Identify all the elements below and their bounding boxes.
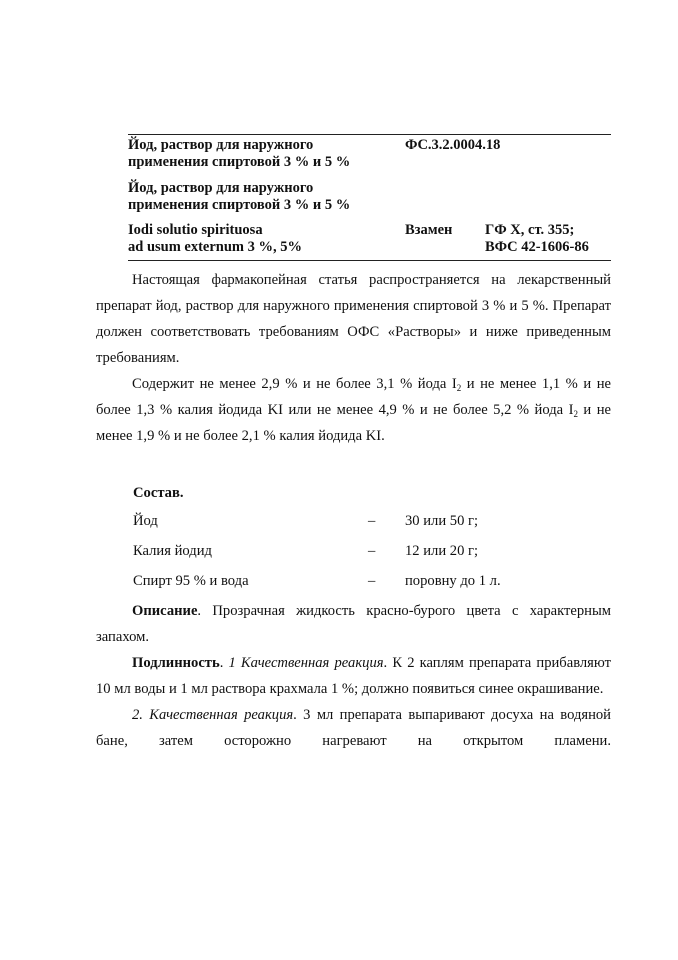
content-paragraph: [96, 371, 611, 449]
title-ru-1-line2: применения спиртовой 3 % и 5 %: [128, 154, 351, 170]
fs-number: ФС.3.2.0004.18: [405, 137, 501, 153]
title-ru-2-line1: Йод, раствор для наружного: [128, 180, 314, 196]
composition-item-amount: 30 или 50 г;: [405, 513, 479, 529]
replaces-ref-2: ВФС 42-1606-86: [485, 239, 589, 255]
sections-block: [96, 598, 611, 754]
identity-label: Подлинность: [132, 655, 220, 671]
test2-title: 2. Качественная реакция: [132, 707, 294, 723]
title-latin: [128, 222, 302, 256]
replaces-label: Взамен: [405, 222, 453, 238]
replaces-ref-1: ГФ Х, ст. 355;: [485, 222, 575, 238]
test1-text: . К 2 каплям препарата прибавляют 10 мл воды и 1 мл раствора крахмала 1 %; должно появиться синее окрашивание.: [96, 655, 611, 697]
title-latin-line2: ad usum externum 3 %, 5%: [128, 239, 303, 255]
composition-row: [133, 536, 613, 566]
description-label: Описание: [132, 603, 198, 619]
composition-row: [133, 506, 613, 536]
content-sub-1: 2: [456, 383, 462, 393]
composition-dash: –: [368, 573, 376, 589]
header-bottom-rule: [128, 260, 611, 261]
intro-paragraph: Настоящая фармакопейная статья распространяется на лекарственный препарат йод, раствор для наружного применения спиртовой 3 % и 5 %. Препарат должен соответствовать требованиям ОФС «Растворы» и ниже приведенным требованиям.: [96, 272, 611, 366]
content-text-1: Содержит не менее 2,9 % и не более 3,1 % йода I: [132, 376, 457, 392]
identity-paragraph: [96, 650, 611, 702]
composition: [133, 478, 613, 596]
composition-item-name: Спирт 95 % и вода: [133, 573, 249, 589]
intro-block: [96, 267, 611, 449]
content-sub-2: 2: [573, 409, 578, 419]
title-ru-2-line2: применения спиртовой 3 % и 5 %: [128, 197, 351, 213]
description-text: . Прозрачная жидкость красно-бурого цвета с характерным запахом.: [96, 603, 611, 645]
title-ru-1: [128, 137, 350, 171]
test2-text: . 3 мл препарата выпаривают досуха на водяной бане, затем осторожно нагревают на открытом пламени.: [96, 707, 611, 749]
composition-row: [133, 566, 613, 596]
identity-sep: .: [219, 655, 229, 671]
header-top-rule: [128, 134, 611, 135]
replaces-refs: [485, 222, 589, 256]
composition-item-name: Йод: [133, 513, 158, 529]
title-ru-1-line1: Йод, раствор для наружного: [128, 137, 314, 153]
content-text-2: и не менее 1,1 % и не более 1,3 % калия йодида KI или не менее 4,9 % и не более 5,2 % йода I: [96, 376, 611, 418]
composition-item-amount: поровну до 1 л.: [405, 573, 501, 589]
test1-title: 1 Качественная реакция: [228, 655, 384, 671]
description-paragraph: [96, 598, 611, 650]
composition-dash: –: [368, 543, 376, 559]
composition-item-name: Калия йодид: [133, 543, 212, 559]
composition-dash: –: [368, 513, 376, 529]
content-text-3: и не менее 1,9 % и не более 2,1 % калия йодида KI.: [96, 402, 611, 444]
title-latin-line1: Iodi solutio spirituosa: [128, 222, 263, 238]
title-ru-2: [128, 180, 350, 214]
composition-title: Состав.: [133, 485, 184, 501]
test2-paragraph: [96, 702, 611, 754]
composition-item-amount: 12 или 20 г;: [405, 543, 479, 559]
